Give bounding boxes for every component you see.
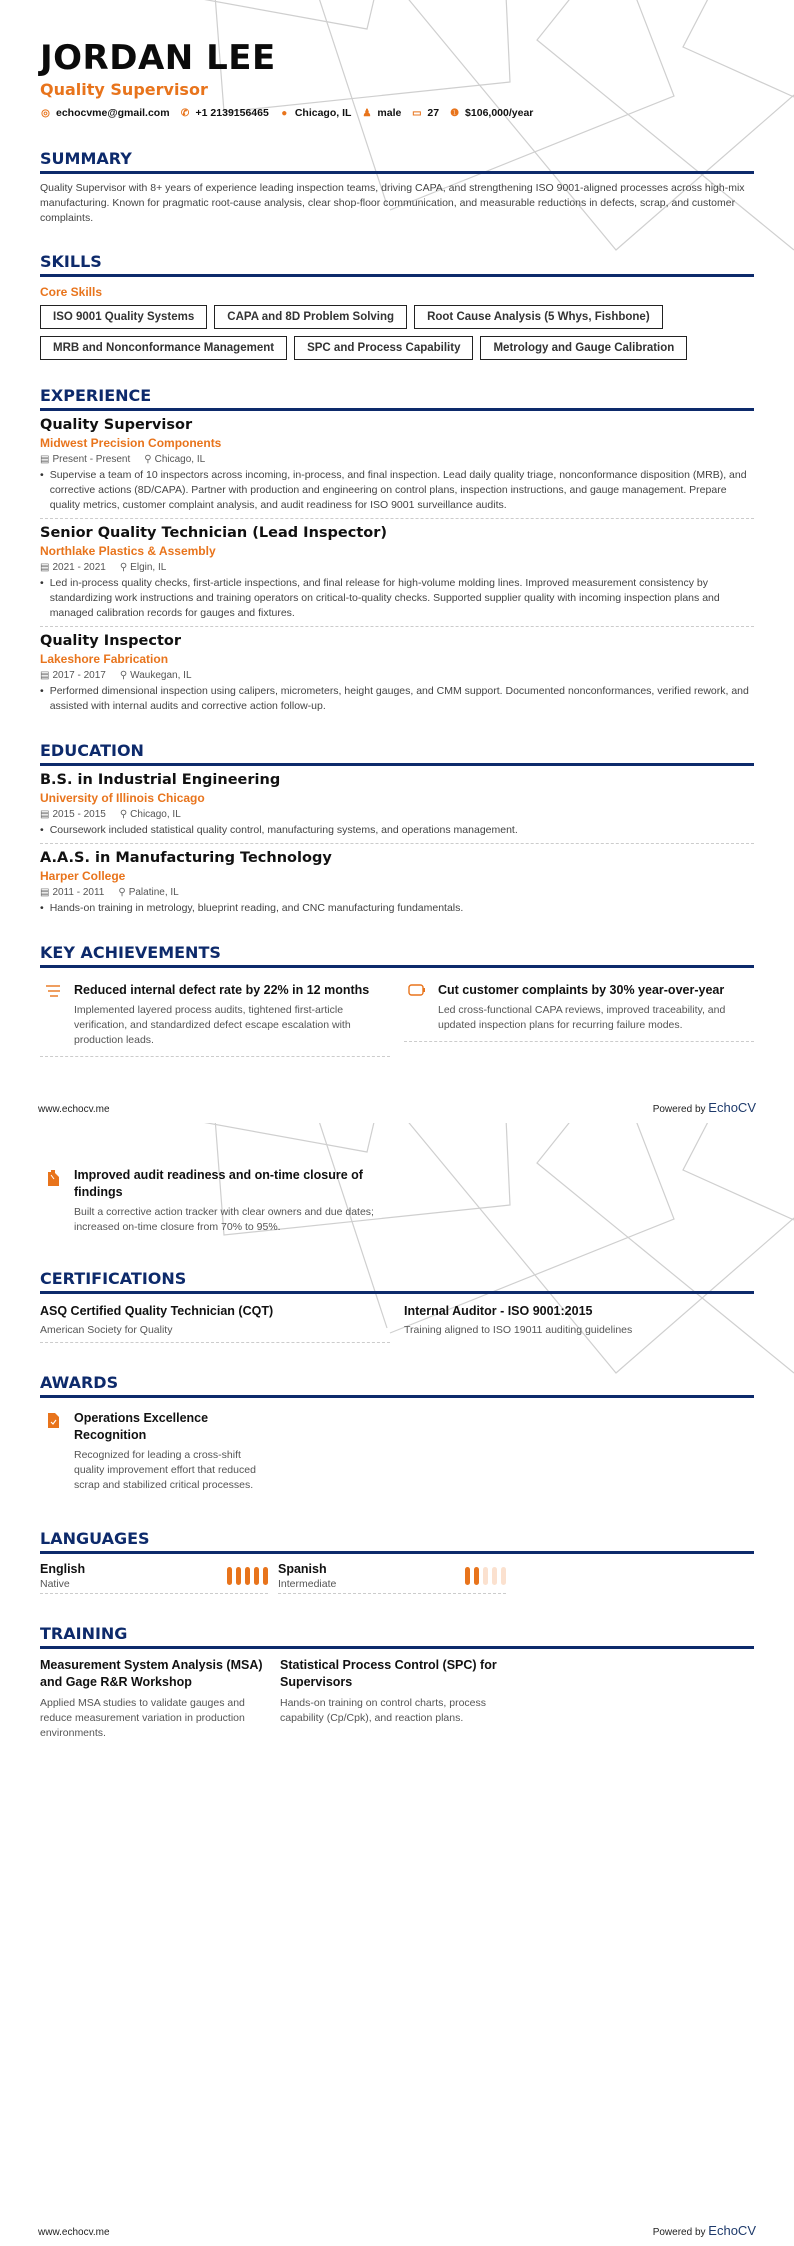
experience-entry bbox=[40, 627, 754, 719]
contact-salary: ❶ $106,000/year bbox=[450, 107, 534, 119]
language-item bbox=[40, 1562, 268, 1594]
section-title: LANGUAGES bbox=[40, 1529, 754, 1554]
education-section bbox=[40, 741, 754, 921]
degree-title: A.A.S. in Manufacturing Technology bbox=[40, 850, 332, 866]
entry-meta: ▤ 2017 - 2017 ⚲ Waukegan, IL bbox=[40, 670, 192, 681]
training-section bbox=[40, 1624, 754, 1741]
entry-meta: ▤ Present - Present ⚲ Chicago, IL bbox=[40, 454, 206, 465]
email-icon: ◎ bbox=[41, 107, 50, 119]
achievements-section bbox=[40, 943, 754, 1057]
section-title: SUMMARY bbox=[40, 149, 754, 174]
achievement-title: Cut customer complaints by 30% year-over-year bbox=[438, 983, 725, 997]
location-icon: ● bbox=[281, 107, 288, 119]
language-name: English bbox=[40, 1562, 86, 1576]
achievement-item bbox=[404, 976, 754, 1042]
languages-list bbox=[40, 1562, 754, 1594]
section-title: EDUCATION bbox=[40, 741, 754, 766]
achievement-item bbox=[40, 1161, 390, 1243]
certifications-section bbox=[40, 1269, 754, 1343]
entry-bullet: • Supervise a team of 10 inspectors across incoming, in-process, and final inspection. Lead daily quality triage, nonconformance disposition (MRB), and corrective actions (8D/CAPA). Partner with production and engineering on control plans, inspection instructions, and gauge management. Prepare quality metrics, customer complaint analysis, and audit readiness for ISO 9001 surveillance audits. bbox=[40, 469, 747, 511]
language-name: Spanish bbox=[278, 1562, 327, 1576]
calendar-icon: ▭ bbox=[412, 107, 422, 119]
candidate-role: Quality Supervisor bbox=[40, 80, 208, 99]
achievements-grid bbox=[40, 976, 754, 1057]
school-name: Harper College bbox=[40, 869, 126, 883]
company-name: Northlake Plastics & Assembly bbox=[40, 544, 216, 558]
experience-entry bbox=[40, 411, 754, 519]
footer-url[interactable]: www.echocv.me bbox=[38, 1104, 110, 1115]
awards-section bbox=[40, 1373, 754, 1501]
resume-page-2 bbox=[0, 1123, 794, 2246]
entry-meta: ▤ 2021 - 2021 ⚲ Elgin, IL bbox=[40, 562, 167, 573]
job-title: Senior Quality Technician (Lead Inspector) bbox=[40, 525, 388, 541]
certification-title: Internal Auditor - ISO 9001:2015 bbox=[404, 1304, 593, 1318]
footer-powered: Powered by EchoCV bbox=[652, 2223, 756, 2238]
training-item bbox=[40, 1657, 266, 1741]
education-entry bbox=[40, 766, 754, 844]
achievement-title: Improved audit readiness and on-time closure of findings bbox=[74, 1168, 363, 1199]
school-name: University of Illinois Chicago bbox=[40, 791, 205, 805]
language-level: Intermediate bbox=[278, 1578, 337, 1590]
proficiency-bars bbox=[227, 1567, 268, 1585]
skill-chip: CAPA and 8D Problem Solving bbox=[214, 305, 407, 329]
summary-section bbox=[40, 149, 754, 226]
proficiency-bars bbox=[465, 1567, 506, 1585]
certification-issuer: American Society for Quality bbox=[40, 1324, 173, 1336]
entry-meta: ▤ 2011 - 2011 ⚲ Palatine, IL bbox=[40, 887, 179, 898]
entry-bullet: • Performed dimensional inspection using calipers, micrometers, height gauges, and CMM support. Documented nonconformances, verified rework, and assisted with internal audits and corrective action follow-up. bbox=[40, 685, 749, 712]
section-title: AWARDS bbox=[40, 1373, 754, 1398]
training-item bbox=[280, 1657, 506, 1741]
skill-chip: MRB and Nonconformance Management bbox=[40, 336, 287, 360]
entry-bullet: • Coursework included statistical quality control, manufacturing systems, and operations management. bbox=[40, 824, 518, 836]
skill-chip: Root Cause Analysis (5 Whys, Fishbone) bbox=[414, 305, 663, 329]
achievement-desc: Led cross-functional CAPA reviews, improved traceability, and updated inspection plans for recurring failure modes. bbox=[438, 1004, 726, 1031]
footer-powered: Powered by EchoCV bbox=[652, 1100, 756, 1115]
location-pin-icon: ⚲ bbox=[118, 887, 126, 898]
calendar-icon: ▤ bbox=[40, 887, 50, 898]
contact-bar bbox=[40, 107, 754, 119]
calendar-icon: ▤ bbox=[40, 562, 50, 573]
contact-phone[interactable]: ✆ +1 2139156465 bbox=[180, 107, 269, 119]
award-item bbox=[40, 1404, 270, 1501]
calendar-icon: ▤ bbox=[40, 809, 50, 820]
education-entry bbox=[40, 844, 754, 921]
skill-chip: SPC and Process Capability bbox=[294, 336, 473, 360]
clipboard-icon bbox=[44, 1167, 62, 1235]
job-title: Quality Supervisor bbox=[40, 417, 193, 433]
location-pin-icon: ⚲ bbox=[144, 454, 152, 465]
calendar-icon: ▤ bbox=[40, 454, 50, 465]
summary-text: Quality Supervisor with 8+ years of experience leading inspection teams, driving CAPA, and strengthening ISO 9001-aligned processes across high-mix manufacturing. Known for pragmatic root-cause analysis, clear shop-floor communication, and measurable reductions in defects, scrap, and customer complaints. bbox=[40, 182, 745, 224]
skills-list bbox=[40, 305, 754, 360]
certification-item bbox=[40, 1300, 390, 1343]
section-title: KEY ACHIEVEMENTS bbox=[40, 943, 754, 968]
page-footer bbox=[38, 2223, 756, 2238]
training-desc: Hands-on training on control charts, process capability (Cp/Cpk), and reaction plans. bbox=[280, 1697, 487, 1724]
contact-age: ▭ 27 bbox=[412, 107, 440, 119]
footer-brand[interactable]: EchoCV bbox=[708, 1100, 756, 1115]
section-title: CERTIFICATIONS bbox=[40, 1269, 754, 1294]
contact-location: ● Chicago, IL bbox=[279, 107, 352, 119]
document-check-icon bbox=[44, 1410, 62, 1493]
achievement-item bbox=[40, 976, 390, 1057]
certifications-grid bbox=[40, 1300, 754, 1343]
experience-section bbox=[40, 386, 754, 719]
contact-email[interactable]: ◎ echocvme@gmail.com bbox=[41, 107, 170, 119]
entry-bullet: • Hands-on training in metrology, blueprint reading, and CNC manufacturing fundamentals. bbox=[40, 902, 464, 914]
skills-group-label: Core Skills bbox=[40, 285, 103, 299]
certification-title: ASQ Certified Quality Technician (CQT) bbox=[40, 1304, 274, 1318]
entry-meta: ▤ 2015 - 2015 ⚲ Chicago, IL bbox=[40, 809, 181, 820]
training-list bbox=[40, 1657, 754, 1741]
achievement-title: Reduced internal defect rate by 22% in 12 months bbox=[74, 983, 370, 997]
footer-url[interactable]: www.echocv.me bbox=[38, 2227, 110, 2238]
phone-icon: ✆ bbox=[180, 107, 190, 119]
person-icon: ♟ bbox=[362, 107, 372, 119]
skill-chip: ISO 9001 Quality Systems bbox=[40, 305, 207, 329]
contact-gender: ♟ male bbox=[362, 107, 402, 119]
calendar-icon: ▤ bbox=[40, 670, 50, 681]
battery-icon bbox=[408, 982, 426, 1033]
section-title: SKILLS bbox=[40, 252, 754, 277]
award-title: Operations Excellence Recognition bbox=[74, 1411, 209, 1442]
money-icon: ❶ bbox=[450, 107, 460, 119]
candidate-name: JORDAN LEE bbox=[40, 38, 276, 78]
certification-issuer: Training aligned to ISO 19011 auditing guidelines bbox=[404, 1324, 633, 1336]
skill-chip: Metrology and Gauge Calibration bbox=[480, 336, 687, 360]
award-desc: Recognized for leading a cross-shift quality improvement effort that reduced scrap and stabilized critical processes. bbox=[74, 1449, 256, 1491]
location-pin-icon: ⚲ bbox=[119, 562, 128, 573]
experience-entry bbox=[40, 519, 754, 627]
training-title: Measurement System Analysis (MSA) and Gage R&R Workshop bbox=[40, 1658, 263, 1689]
page-footer bbox=[38, 1100, 756, 1115]
job-title: Quality Inspector bbox=[40, 633, 182, 649]
certification-item bbox=[404, 1300, 754, 1343]
company-name: Midwest Precision Components bbox=[40, 436, 222, 450]
skills-section bbox=[40, 252, 754, 360]
language-item bbox=[278, 1562, 506, 1594]
entry-bullet: • Led in-process quality checks, first-article inspections, and final release for high-volume molding lines. Improved measurement consistency by standardizing work instructions and training operators on critical-to-quality checks. Supported supplier quality with incoming inspection plans and managed calibration records for gauges and fixtures. bbox=[40, 577, 720, 619]
achievement-desc: Built a corrective action tracker with clear owners and due dates; increased on-time closure from 70% to 95%. bbox=[74, 1206, 374, 1233]
location-pin-icon: ⚲ bbox=[119, 670, 128, 681]
languages-section bbox=[40, 1529, 754, 1594]
training-desc: Applied MSA studies to validate gauges and reduce measurement variation in production environments. bbox=[40, 1697, 245, 1739]
language-level: Native bbox=[40, 1578, 70, 1590]
list-icon bbox=[44, 982, 62, 1048]
section-title: TRAINING bbox=[40, 1624, 754, 1649]
company-name: Lakeshore Fabrication bbox=[40, 652, 169, 666]
section-title: EXPERIENCE bbox=[40, 386, 754, 411]
achievement-desc: Implemented layered process audits, tightened first-article verification, and standardized defect escape escalation with production leads. bbox=[74, 1004, 351, 1046]
location-pin-icon: ⚲ bbox=[119, 809, 128, 820]
footer-brand[interactable]: EchoCV bbox=[708, 2223, 756, 2238]
training-title: Statistical Process Control (SPC) for Supervisors bbox=[280, 1658, 497, 1689]
degree-title: B.S. in Industrial Engineering bbox=[40, 772, 281, 788]
achievements-grid-continued bbox=[40, 1161, 754, 1243]
